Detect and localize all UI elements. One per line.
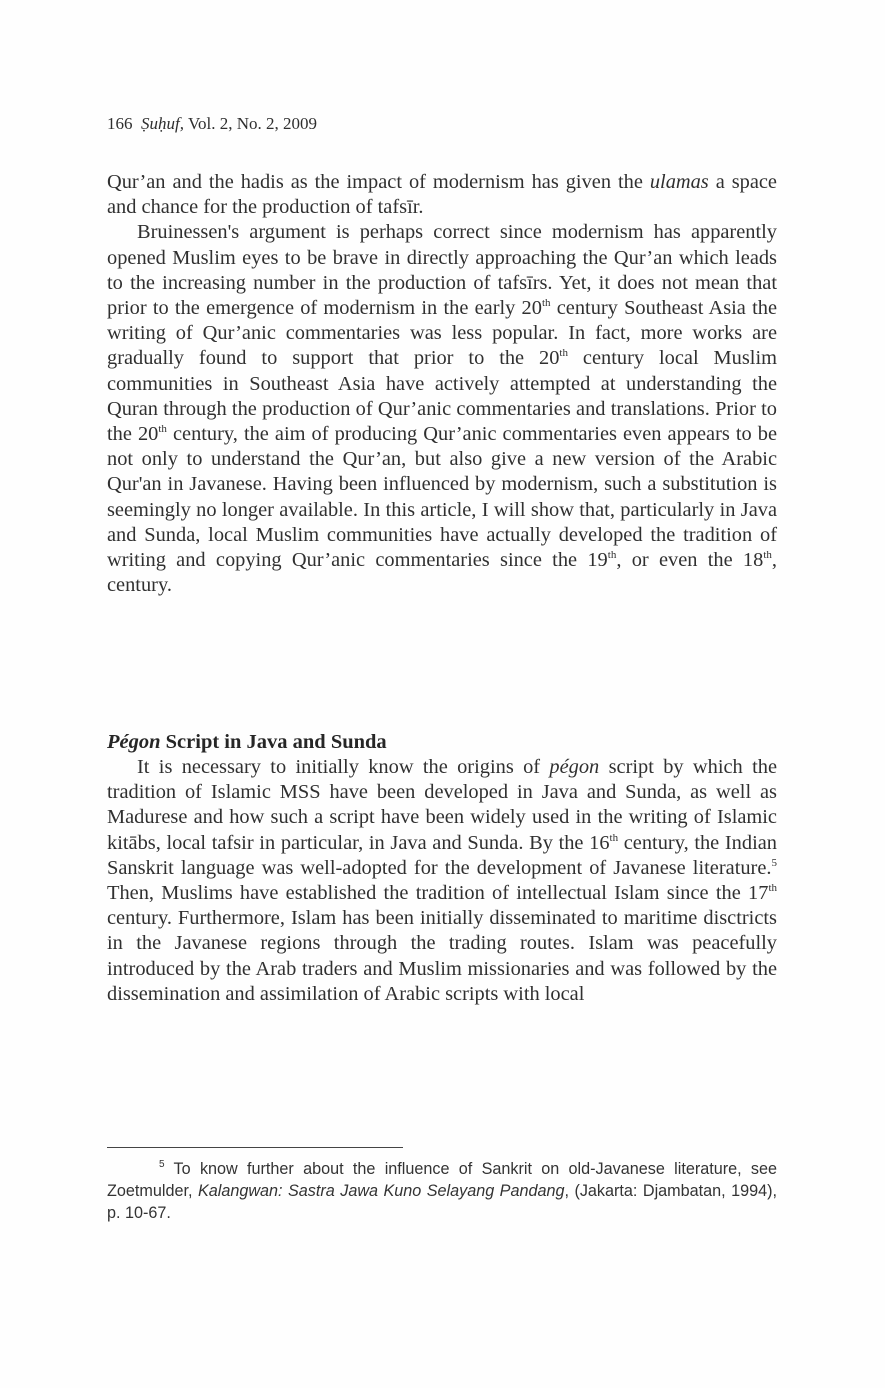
- paragraph-continued: [107, 170, 777, 220]
- heading-text: Script in Java and Sunda: [160, 731, 387, 753]
- superscript: th: [768, 882, 777, 895]
- superscript: th: [541, 297, 551, 310]
- footnote-marker: 5: [159, 1159, 165, 1170]
- page-number: 166: [107, 114, 133, 133]
- intro-text: [107, 170, 777, 598]
- journal-name: Ṣuḥuf,: [141, 114, 184, 133]
- text-run: Qur’an and the hadis as the impact of modernism has given the: [107, 171, 650, 193]
- footnote-separator: [107, 1147, 403, 1148]
- text-run: script by which the tradition of Islamic MSS have been developed in Java and Sunda, as well as Madurese and how such a script have been widely used in the writing of Islamic kitābs, local tafsir in particular, in Java and Sunda. By the 16: [107, 756, 777, 854]
- paragraph-bruinessen: [107, 220, 777, 598]
- section-heading: [107, 731, 387, 754]
- italic-term: ulamas: [649, 171, 709, 193]
- italic-term: pégon: [549, 756, 600, 778]
- text-run: , or even the 18: [616, 549, 764, 572]
- text-run: To know further about the influence of Sankrit on old-Javanese literature, see Zoetmulder,: [107, 1160, 777, 1200]
- section-text: [107, 755, 777, 1007]
- text-run: , century.: [107, 549, 777, 597]
- text-run: Bruinessen's argument is perhaps correct since modernism has apparently opened Muslim eyes to be brave in directly approaching the Qur’an which leads to the increasing number in the production of tafsīrs. Yet, it does not mean that prior to the emergence of modernism in the early 20: [107, 221, 777, 320]
- superscript: th: [609, 831, 619, 844]
- text-run: century, the Indian Sanskrit language was well-adopted for the development of Javanese literature.: [107, 831, 777, 879]
- text-run: century Southeast Asia the writing of Qur’anic commentaries was less popular. In fact, more works are gradually found to support that prior to the 20: [107, 297, 777, 370]
- journal-issue: Vol. 2, No. 2, 2009: [187, 114, 318, 133]
- text-run: century, the aim of producing Qur’anic commentaries even appears to be not only to understand the Qur’an, but also give a new version of the Arabic Qur'an in Javanese. Having been influenced by modernism, such a substitution is seemingly no longer available. In this article, I will show that, particularly in Java and Sunda, local Muslim communities have actually developed the tradition of writing and copying Qur’anic commentaries since the 19: [107, 423, 777, 572]
- text-run: , (Jakarta: Djambatan, 1994), p. 10-67.: [107, 1182, 778, 1222]
- cited-title: Kalangwan: Sastra Jawa Kuno Selayang Pandang: [197, 1182, 565, 1200]
- text-run: It is necessary to initially know the origins of: [137, 756, 550, 778]
- superscript: th: [158, 423, 167, 436]
- text-run: century local Muslim communities in Southeast Asia have actively attempted at understanding the Quran through the production of Qur’anic commentaries and translations. Prior to the 20: [107, 347, 777, 446]
- text-run: a space and chance for the production of tafsīr.: [107, 171, 777, 219]
- superscript: th: [559, 347, 568, 360]
- footnote: [107, 1158, 777, 1224]
- text-run: Then, Muslims have established the tradition of intellectual Islam since the 17: [107, 882, 769, 905]
- running-head: [107, 114, 317, 134]
- paragraph-pegon: [107, 755, 777, 1007]
- superscript: th: [763, 549, 772, 562]
- text-run: century. Furthermore, Islam has been initially disseminated to maritime disctricts in the Javanese regions through the trading routes. Islam was peacefully introduced by the Arab traders and Muslim missionaries and was followed by the dissemination and assimilation of Arabic scripts with local: [107, 907, 777, 1005]
- footnote-reference: 5: [771, 856, 777, 869]
- heading-italic: Pégon: [107, 731, 161, 753]
- superscript: th: [607, 549, 617, 562]
